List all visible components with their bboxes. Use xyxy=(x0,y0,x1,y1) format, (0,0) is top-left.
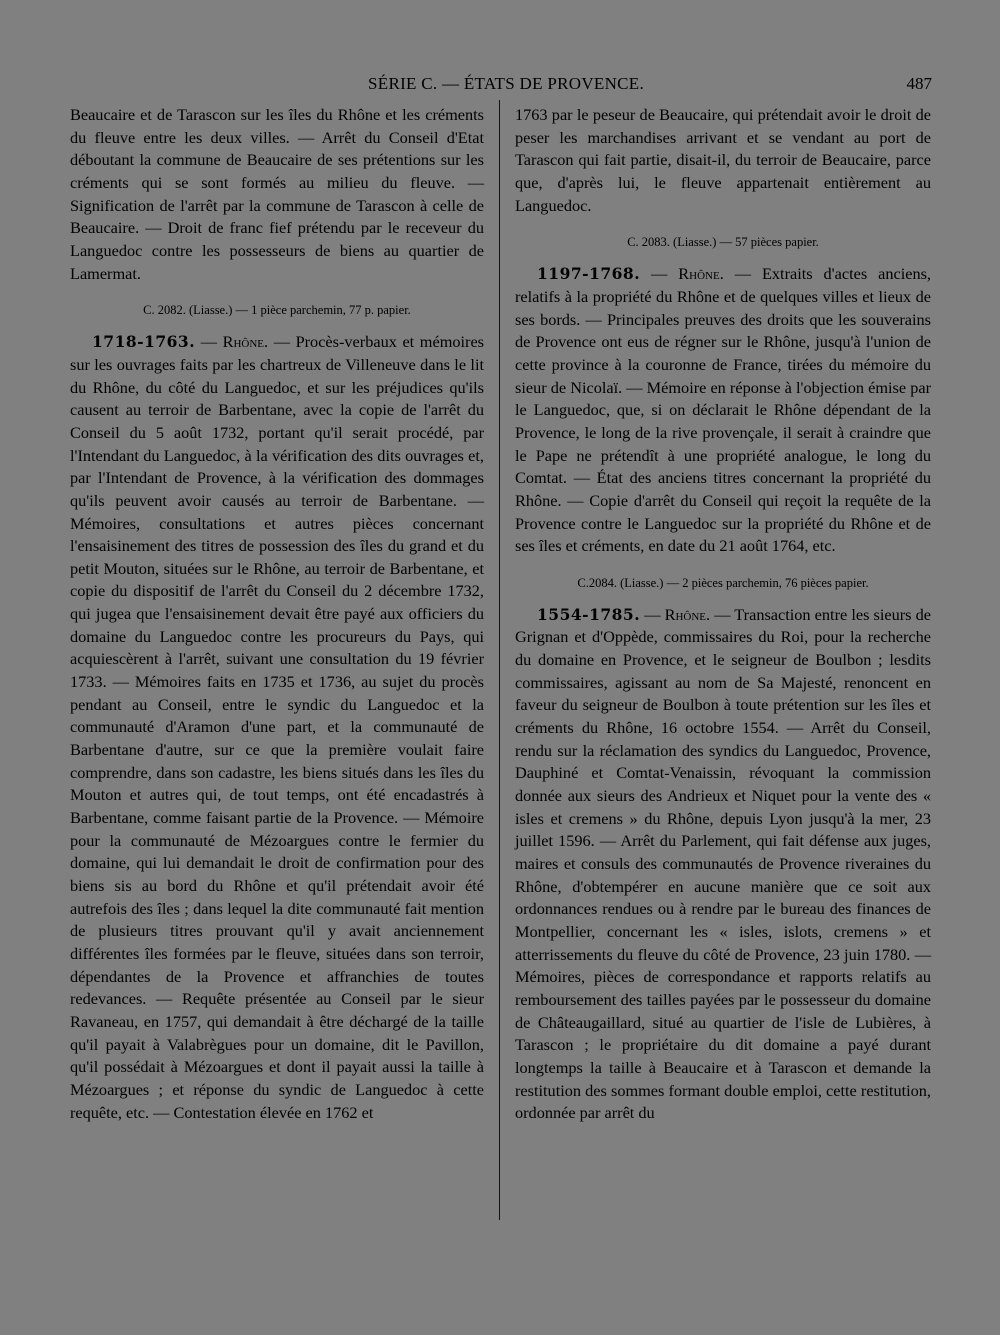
page-number: 487 xyxy=(906,74,932,93)
entry-subject: Rhône. xyxy=(664,604,711,624)
entry-text: — Transaction entre les sieurs de Grignan et d'Oppède, commissaires du Roi, pour la recherche du domaine en Provence, et le seigneur de Boulbon ; lesdits commissaires, agissant au nom de Sa Majesté, renoncent en faveur du seigneur de Boulbon à toute prétention sur les îles et créments du Rhône, 16 octobre 1554. — Arrêt du Conseil, rendu sur la réclamation des syndics du Languedoc, Provence, Dauphiné et Comtat-Venaissin, révoquant la commission donnée aux sieurs des Andrieux et Niquet pour la vente des « isles et cremens » du Rhône, depuis Lyon jusqu'à la mer, 23 juillet 1596. — Arrêt du Parlement, qui fait défense aux juges, maires et consuls des communautés de Provence riveraines du Rhône, d'obtempérer en aucune manière que ce soit aux ordonnances rendues ou à rendre par le bureau des finances de Montpellier, concernant les « isles, islots, cremens » et atterrissements du fleuve du côté de Provence, 23 juin 1780. — Mémoires, pièces de correspondance et rapports relatifs au remboursement des tailles payées par le possesseur du domaine de Châteaugaillard, situé au quartier de l'isle de Lubières, à Tarascon ; le propriétaire du dit domaine a payé durant longtemps la taille à Beaucaire et à Tarascon et demande la restitution des sommes formant double emploi, cette restitution, ordonnée par arrêt du xyxy=(515,604,931,1123)
right-column xyxy=(515,104,931,1125)
entry-paragraph: 1197-1768. — Rhône. — Extraits d'actes anciens, relatifs à la propriété du Rhône et de quelques villes et lieux de ses bords. — Principales preuves des droits que les souverains de Provence ont eus de régner sur le Rhône, jusqu'à l'union de cette province à la couronne de France, tirées du mémoire du sieur de Nicolaï. — Mémoire en réponse à l'objection émise par le Languedoc, que, si on déclarait le Rhône dépendant de la Provence, le long de la rive provençale, il serait à craindre que le Pape ne prétendît à une propriété analogue, le long du Comtat. — État des anciens titres concernant la propriété du Rhône. — Copie d'arrêt du Conseil qui reçoit la requête de la Provence contre le Languedoc sur la propriété du Rhône et de ses îles et créments, en date du 21 août 1764, etc. xyxy=(515,264,931,556)
entry-reference: C. 2082. (Liasse.) — 1 pièce parchemin, 77 p. papier. xyxy=(143,303,411,318)
entry-subject: Rhône. xyxy=(222,332,269,352)
entry-date: 1197-1768. xyxy=(537,264,641,284)
entry-text: — Extraits d'actes anciens, relatifs à la propriété du Rhône et de quelques villes et lieux de ses bords. — Principales preuves des droits que les souverains de Provence ont eus de régner sur le Rhône, jusqu'à l'union de cette province à la couronne de France, tirées du mémoire du sieur de Nicolaï. — Mémoire en réponse à l'objection émise par le Languedoc, que, si on déclarait le Rhône dépendant de la Provence, le long de la rive provençale, il serait à craindre que le Pape ne prétendît à une propriété analogue, le long du Comtat. — État des anciens titres concernant la propriété du Rhône. — Copie d'arrêt du Conseil qui reçoit la requête de la Provence contre le Languedoc sur la propriété du Rhône et de ses îles et créments, en date du 21 août 1764, etc. xyxy=(515,264,931,556)
continuation-paragraph: Beaucaire et de Tarascon sur les îles du Rhône et les créments du fleuve entre les deux villes. — Arrêt du Conseil d'Etat déboutant la commune de Beaucaire de ses prétentions sur les créments qui se sont formés au milieu du fleuve. — Signification de l'arrêt par la commune de Tarascon à celle de Beaucaire. — Droit de franc fief prétendu par le receveur du Languedoc contre les possesseurs de biens au quartier de Lamermat. xyxy=(70,105,484,283)
page-header xyxy=(0,74,1000,100)
continuation-paragraph: 1763 par le peseur de Beaucaire, qui prétendait avoir le droit de peser les marchandises arrivant et se vendant au port de Tarascon qui fait partie, disait-il, du terroir de Beaucaire, parce que, d'après lui, le fleuve appartenait entièrement au Languedoc. xyxy=(515,105,931,215)
entry-subject: Rhône. xyxy=(678,264,724,284)
entry-date: 1554-1785. xyxy=(537,604,641,624)
entry-paragraph: 1554-1785. — Rhône. — Transaction entre les sieurs de Grignan et d'Oppède, commissaires du Roi, pour la recherche du domaine en Provence, et le seigneur de Boulbon ; lesdits commissaires, agissant au nom de Sa Majesté, renoncent en faveur du seigneur de Boulbon à toute prétention sur les îles et créments du Rhône, 16 octobre 1554. — Arrêt du Conseil, rendu sur la réclamation des syndics du Languedoc, Provence, Dauphiné et Comtat-Venaissin, révoquant la commission donnée aux sieurs des Andrieux et Niquet pour la vente des « isles et cremens » du Rhône, depuis Lyon jusqu'à la mer, 23 juillet 1596. — Arrêt du Parlement, qui fait défense aux juges, maires et consuls des communautés de Provence riveraines du Rhône, d'obtempérer en aucune manière que ce soit aux ordonnances rendues ou à rendre par le bureau des finances de Montpellier, concernant les « isles, islots, cremens » et atterrissements du fleuve du côté de Provence, 23 juin 1780. — Mémoires, pièces de correspondance et rapports relatifs au remboursement des tailles payées par le possesseur du domaine de Châteaugaillard, situé au quartier de l'isle de Lubières, à Tarascon ; le propriétaire du dit domaine a payé durant longtemps la taille à Beaucaire et à Tarascon et demande la restitution des sommes formant double emploi, cette restitution, ordonnée par arrêt du xyxy=(515,604,931,1123)
entry-text: — Procès-verbaux et mémoires sur les ouvrages faits par les chartreux de Villeneuve dans le lit du Rhône, du côté du Languedoc, et sur les préjudices qu'ils causent au terroir de Barbentane, avec la copie de l'arrêt du Conseil du 5 août 1732, portant qu'il serait procédé, par l'Intendant du Languedoc, à la vérification des dits ouvrages et, par l'Intendant de Provence, à la vérification des dommages qu'ils peuvent avoir causés au terroir de Barbentane. — Mémoires, consultations et autres pièces concernant l'ensaisinement des titres de possession des îles du grand et du petit Mouton, situées sur le Rhône, au terroir de Barbentane, et copie du dispositif de l'arrêt du Conseil du 2 décembre 1732, qui jugea que l'ensaisinement devait être payé aux officiers du domaine du Languedoc contre les procureurs du Pays, qui acquiescèrent à l'arrêt, suivant une consultation du 19 février 1733. — Mémoires faits en 1735 et 1736, au sujet du procès pendant au Conseil, entre le syndic du Languedoc et la communauté d'Aramon d'une part, et la communauté de Barbentane d'autre, sur ce que la première voulait faire comprendre, dans son cadastre, les biens situés dans les îles du Mouton et autres qui, de tout temps, ont été encadastrés à Barbentane, comme faisant partie de la Provence. — Mémoire pour la communauté de Mézoargues contre le fermier du domaine, qui lui demandait le droit de confirmation pour des biens sis au bord du Rhône et qu'il prétendait avoir été autrefois des îles ; dans lequel la dite communauté fait mention de plusieurs titres prouvant qu'il y avait anciennement différentes îles formées par le fleuve, situées dans son terroir, dépendantes de la Provence et affranchies de toutes redevances. — Requête présentée au Conseil par le sieur Ravaneau, en 1757, qui demandait à être déchargé de la taille qu'il payait à Valabrègues pour un domaine, dit le Pavillon, qu'il possédait à Mézoargues et dont il payait aussi la taille à Mézoargues ; et réponse du syndic de Languedoc à cette requête, etc. — Contestation élevée en 1762 et xyxy=(70,332,485,1122)
entry-reference: C. 2083. (Liasse.) — 57 pièces papier. xyxy=(627,235,819,250)
entry-paragraph: 1718-1763. — Rhône. — Procès-verbaux et mémoires sur les ouvrages faits par les chartreux de Villeneuve dans le lit du Rhône, du côté du Languedoc, et sur les préjudices qu'ils causent au terroir de Barbentane, avec la copie de l'arrêt du Conseil du 5 août 1732, portant qu'il serait procédé, par l'Intendant du Languedoc, à la vérification des dits ouvrages et, par l'Intendant de Provence, à la vérification des dommages qu'ils peuvent avoir causés au terroir de Barbentane. — Mémoires, consultations et autres pièces concernant l'ensaisinement des titres de possession des îles du grand et du petit Mouton, situées sur le Rhône, au terroir de Barbentane, et copie du dispositif de l'arrêt du Conseil du 2 décembre 1732, qui jugea que l'ensaisinement devait être payé aux officiers du domaine du Languedoc contre les procureurs du Pays, qui acquiescèrent à l'arrêt, suivant une consultation du 19 février 1733. — Mémoires faits en 1735 et 1736, au sujet du procès pendant au Conseil, entre le syndic du Languedoc et la communauté d'Aramon d'une part, et la communauté de Barbentane d'autre, sur ce que la première voulait faire comprendre, dans son cadastre, les biens situés dans les îles du Mouton et autres qui, de tout temps, ont été encadastrés à Barbentane, comme faisant partie de la Provence. — Mémoire pour la communauté de Mézoargues contre le fermier du domaine, qui lui demandait le droit de confirmation pour des biens sis au bord du Rhône et qu'il prétendait avoir été autrefois des îles ; dans lequel la dite communauté fait mention de plusieurs titres prouvant qu'il y avait anciennement différentes îles formées par le fleuve, situées dans son terroir, dépendantes de la Provence et affranchies de toutes redevances. — Requête présentée au Conseil par le sieur Ravaneau, en 1757, qui demandait à être déchargé de la taille qu'il payait à Valabrègues pour un domaine, dit le Pavillon, qu'il possédait à Mézoargues et dont il payait aussi la taille à Mézoargues ; et réponse du syndic de Languedoc à cette requête, etc. — Contestation élevée en 1762 et xyxy=(70,332,485,1122)
running-title: SÉRIE C. — ÉTATS DE PROVENCE. xyxy=(368,74,645,93)
left-column xyxy=(70,104,484,1124)
column-divider xyxy=(499,100,500,1220)
entry-date: 1718-1763. xyxy=(92,332,196,352)
entry-reference: C.2084. (Liasse.) — 2 pièces parchemin, 76 pièces papier. xyxy=(577,575,869,590)
